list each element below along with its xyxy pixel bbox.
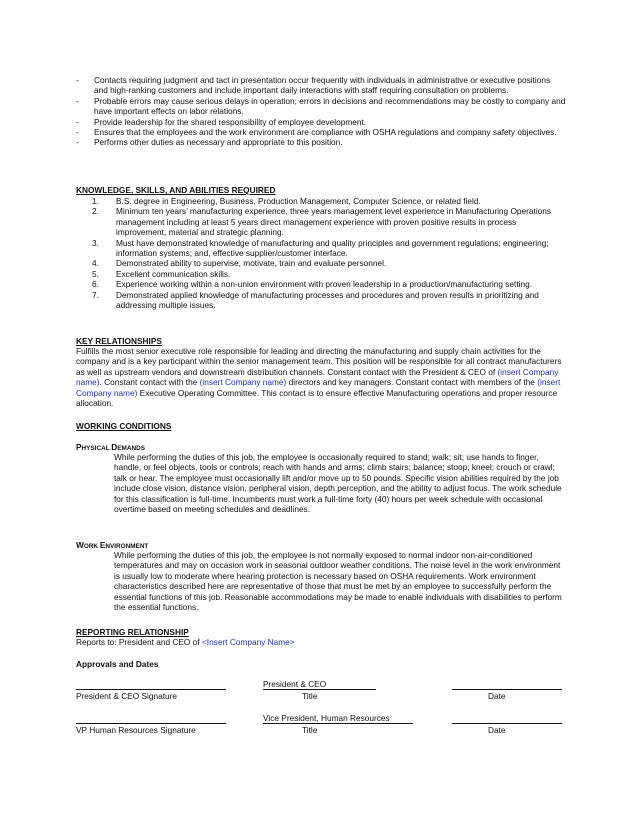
work-environment-heading: WORK ENVIRONMENT — [76, 540, 149, 550]
signature-line — [76, 689, 226, 690]
physical-demands-heading: PHYSICAL DEMANDS — [76, 442, 145, 452]
list-item: 5. Excellent communication skills. — [92, 268, 231, 279]
bullet-dash: - — [76, 137, 79, 148]
reports-to-line: Reports to: President and CEO of <Insert Company Name> — [76, 637, 295, 647]
bullet-item: - Provide leadership for the shared responsibility of employee development. — [76, 116, 367, 127]
company-placeholder: (insert Company name) — [76, 377, 561, 398]
key-relationships-text: Fulfills the most senior executive role responsible for leading and directing the manufacturing and supply chain activities for the company and is a key participant within the senior management team. This position will be responsible for all contract manufacturers as well as upstream vendors and downstream distribution channels. Constant contact with the President & CEO of (insert Company name). Constant contact with the (insert Company name) directors and key managers. Constant contact with members of the (insert Company name) Executive Operating Committee. This contact is to ensure effective Manufacturing operations and proper resource allocation. — [76, 346, 562, 409]
ksa-heading: KNOWLEDGE, SKILLS, AND ABILITIES REQUIRED — [76, 185, 276, 195]
title-value: President & CEO — [263, 679, 327, 689]
bullet-dash: - — [76, 127, 79, 138]
title-line — [263, 689, 376, 690]
title-label: Title — [302, 725, 318, 735]
company-placeholder: <Insert Company Name> — [201, 637, 295, 647]
duties-bullet-list — [76, 75, 566, 148]
list-item: 4. Demonstrated ability to supervise, motivate, train and evaluate personnel. — [92, 258, 387, 269]
list-item: 6. Experience working within a non-union environment with proven leadership in a production/manufacturing setting. — [92, 279, 533, 290]
signature-label: President & CEO Signature — [76, 691, 177, 701]
signature-line — [76, 723, 226, 724]
list-item: 1. B.S. degree in Engineering, Business, Production Management, Computer Science, or related field. — [92, 196, 481, 206]
approvals-heading: Approvals and Dates — [76, 659, 159, 669]
company-placeholder: (insert Company name) — [199, 377, 287, 388]
bullet-item: - Performs other duties as necessary and appropriate to this position. — [76, 137, 343, 148]
bullet-item: - Ensures that the employees and the work environment are compliance with OSHA regulations and company safety objectives. — [76, 127, 557, 138]
bullet-item: - Contacts requiring judgment and tact in presentation occur frequently with individuals in administrative or executive positions and high-ranking customers and include important daily interactions with staff requiring consultation on problems. — [76, 75, 551, 96]
list-item: 2. Minimum ten years’ manufacturing experience, three years management level experience in Manufacturing Operations management including at least 5 years direct management experience with proven positive results in process improvement, material and strategic planning. — [92, 206, 552, 238]
bullet-dash: - — [76, 75, 79, 85]
date-line — [452, 689, 562, 690]
list-item: 3. Must have demonstrated knowledge of manufacturing and quality principles and government regulations; engineering; information systems; and, effective supplier/customer interface. — [92, 237, 549, 259]
physical-demands-text: While performing the duties of this job, the employee is occasionally required to stand; walk; sit; use hands to finger, handle, or feel objects, tools or controls; reach with hands and arms; climb stairs; balance; stoop; kneel; crouch or crawl; talk or hear. The employee must occasionally lift and/or move up to 50 pounds. Specific vision abilities required by the job include close vision, distance vision, peripheral vision, depth perception, and the ability to adjust focus. The work schedule for this classification is full-time. Incumbents must work a full-time forty (40) hours per week schedule with occasional overtime based on meeting schedules and deadlines. — [114, 452, 562, 515]
bullet-dash: - — [76, 116, 79, 127]
company-placeholder: (insert Company name) — [76, 366, 559, 388]
bullet-dash: - — [76, 95, 79, 106]
date-label: Date — [488, 725, 506, 735]
key-relationships-heading: KEY RELATIONSHIPS — [76, 336, 162, 346]
title-value: Vice President, Human Resources — [263, 713, 390, 723]
signature-label: VP Human Resources Signature — [76, 725, 196, 735]
title-label: Title — [302, 691, 318, 701]
working-conditions-heading: WORKING CONDITIONS — [76, 421, 172, 431]
date-line — [452, 723, 562, 724]
bullet-item: - Probable errors may cause serious delays in operation; errors in decisions and recommendations may be costly to company and have important effects on labor relations. — [76, 95, 566, 117]
reporting-relationship-heading: REPORTING RELATIONSHIP — [76, 627, 189, 637]
date-label: Date — [488, 691, 506, 701]
work-environment-text: While performing the duties of this job, the employee is not normally exposed to normal indoor non-air-conditioned temperatures and may on occasion work in seasonal outdoor weather conditions. The noise level in the work environment is usually low to moderate where hearing protection is necessary based on OSHA requirements. Work environment characteristics described here are representative of those that must be met by an employee to successfully perform the essential functions of this job. Reasonable accommodations may be made to enable individuals with disabilities to perform the essential functions. — [114, 550, 562, 613]
list-item: 7. Demonstrated applied knowledge of manufacturing processes and procedures and proven results in prioritizing and addressing multiple issues. — [92, 289, 539, 311]
ksa-list — [92, 196, 562, 310]
title-line — [263, 723, 413, 724]
